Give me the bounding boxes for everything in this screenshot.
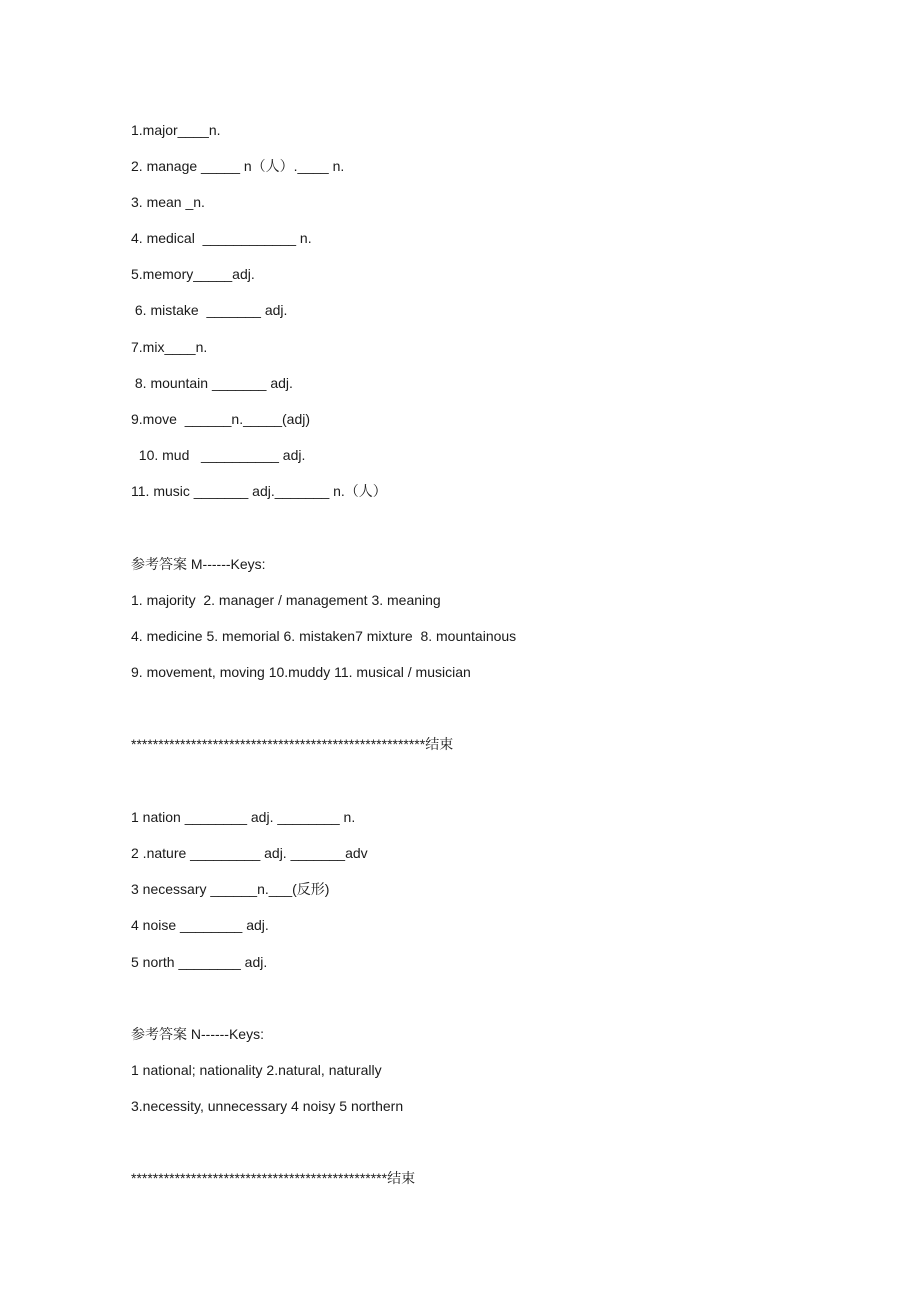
exercise-m-1: 1.major____n. — [131, 122, 221, 138]
exercise-m-2: 2. manage _____ n（人）.____ n. — [131, 158, 345, 174]
exercise-n-5: 5 north ________ adj. — [131, 954, 268, 970]
answer-key-m-line-2: 4. medicine 5. memorial 6. mistaken7 mixture 8. mountainous — [131, 628, 517, 644]
exercise-n-2: 2 .nature _________ adj. _______adv — [131, 845, 368, 861]
exercise-n-3: 3 necessary ______n.___(反形) — [131, 881, 330, 897]
exercise-n-1: 1 nation ________ adj. ________ n. — [131, 809, 356, 825]
exercise-m-6: 6. mistake _______ adj. — [131, 302, 288, 318]
answer-key-heading-n: 参考答案 N------Keys: — [131, 1026, 264, 1042]
exercise-m-8: 8. mountain _______ adj. — [131, 375, 293, 391]
answer-key-n-line-1: 1 national; nationality 2.natural, naturally — [131, 1062, 382, 1078]
exercise-m-10: 10. mud __________ adj. — [131, 447, 306, 463]
section-end-marker-n: ***********************************************结束 — [131, 1170, 416, 1186]
exercise-m-3: 3. mean _n. — [131, 194, 205, 210]
answer-key-heading-m: 参考答案 M------Keys: — [131, 556, 266, 572]
exercise-m-9: 9.move ______n._____(adj) — [131, 411, 311, 427]
answer-key-m-line-1: 1. majority 2. manager / management 3. meaning — [131, 592, 441, 608]
exercise-m-7: 7.mix____n. — [131, 339, 208, 355]
exercise-n-4: 4 noise ________ adj. — [131, 917, 269, 933]
section-end-marker-m: ******************************************************结束 — [131, 736, 454, 752]
exercise-m-5: 5.memory_____adj. — [131, 266, 255, 282]
answer-key-n-line-2: 3.necessity, unnecessary 4 noisy 5 northern — [131, 1098, 404, 1114]
answer-key-m-line-3: 9. movement, moving 10.muddy 11. musical / musician — [131, 664, 471, 680]
exercise-m-4: 4. medical ____________ n. — [131, 230, 312, 246]
exercise-m-11: 11. music _______ adj._______ n.（人） — [131, 483, 387, 499]
